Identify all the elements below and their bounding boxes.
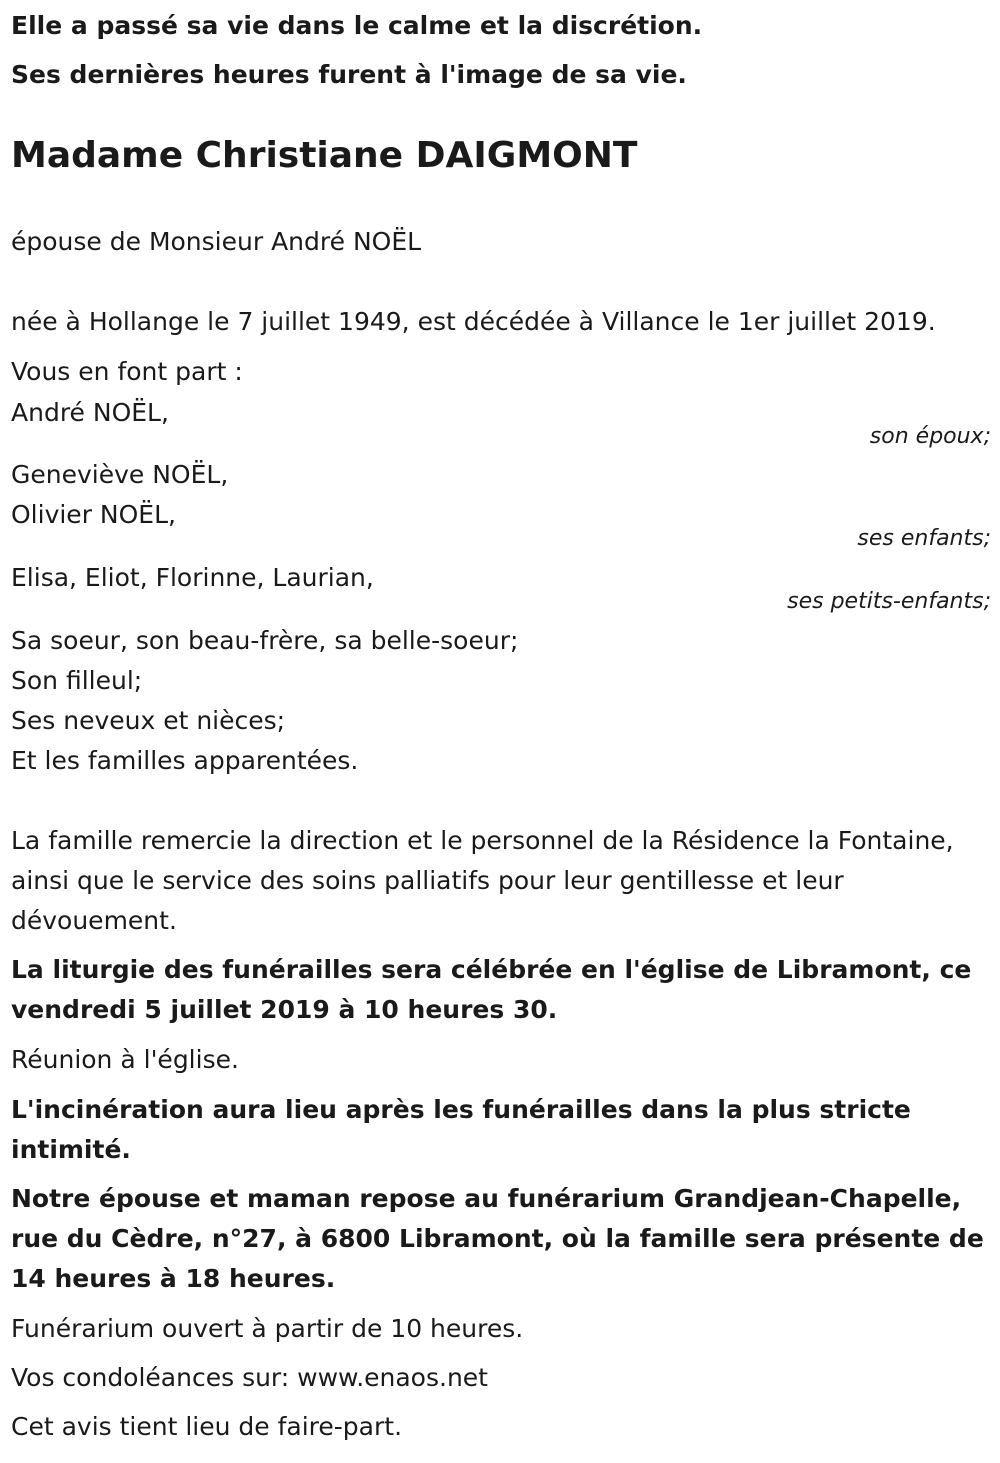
epigraph-line-1: Elle a passé sa vie dans le calme et la discrétion. (11, 11, 703, 40)
other-relatives: Ses neveux et nièces; (11, 706, 286, 735)
announcers-intro: Vous en font part : (11, 357, 243, 386)
family-relation: son époux; (869, 424, 991, 449)
repose-paragraph: Notre épouse et maman repose au funérarium Grandjean-Chapelle, rue du Cèdre, n°27, à 6800 Libramont, où la famille sera présente de 14 heures à 18 heures. (11, 1184, 984, 1293)
meeting-line: Réunion à l'église. (11, 1045, 239, 1074)
notice-line: Cet avis tient lieu de faire-part. (11, 1412, 403, 1441)
family-name: Olivier NOËL, (11, 500, 176, 529)
family-name: André NOËL, (11, 398, 169, 427)
family-relation: ses petits-enfants; (787, 589, 991, 614)
family-name: Geneviève NOËL, (11, 460, 229, 489)
epigraph-line-2: Ses dernières heures furent à l'image de sa vie. (11, 60, 687, 89)
other-relatives: Son filleul; (11, 666, 143, 695)
other-relatives: Et les familles apparentées. (11, 746, 359, 775)
deceased-name: Madame Christiane DAIGMONT (11, 135, 638, 176)
spouse-line: épouse de Monsieur André NOËL (11, 227, 422, 256)
family-name: Elisa, Eliot, Florinne, Laurian, (11, 563, 374, 592)
family-relation: ses enfants; (857, 526, 991, 551)
thanks-paragraph: La famille remercie la direction et le personnel de la Résidence la Fontaine, ainsi que le service des soins palliatifs pour leur gentillesse et leur dévouement. (11, 826, 954, 935)
cremation-paragraph: L'incinération aura lieu après les funérailles dans la plus stricte intimité. (11, 1095, 911, 1164)
other-relatives: Sa soeur, son beau-frère, sa belle-soeur; (11, 626, 519, 655)
opening-hours-line: Funérarium ouvert à partir de 10 heures. (11, 1314, 524, 1343)
birth-death-line: née à Hollange le 7 juillet 1949, est décédée à Villance le 1er juillet 2019. (11, 307, 936, 336)
liturgy-paragraph: La liturgie des funérailles sera célébrée en l'église de Libramont, ce vendredi 5 juillet 2019 à 10 heures 30. (11, 955, 972, 1024)
condolences-line: Vos condoléances sur: www.enaos.net (11, 1363, 488, 1392)
